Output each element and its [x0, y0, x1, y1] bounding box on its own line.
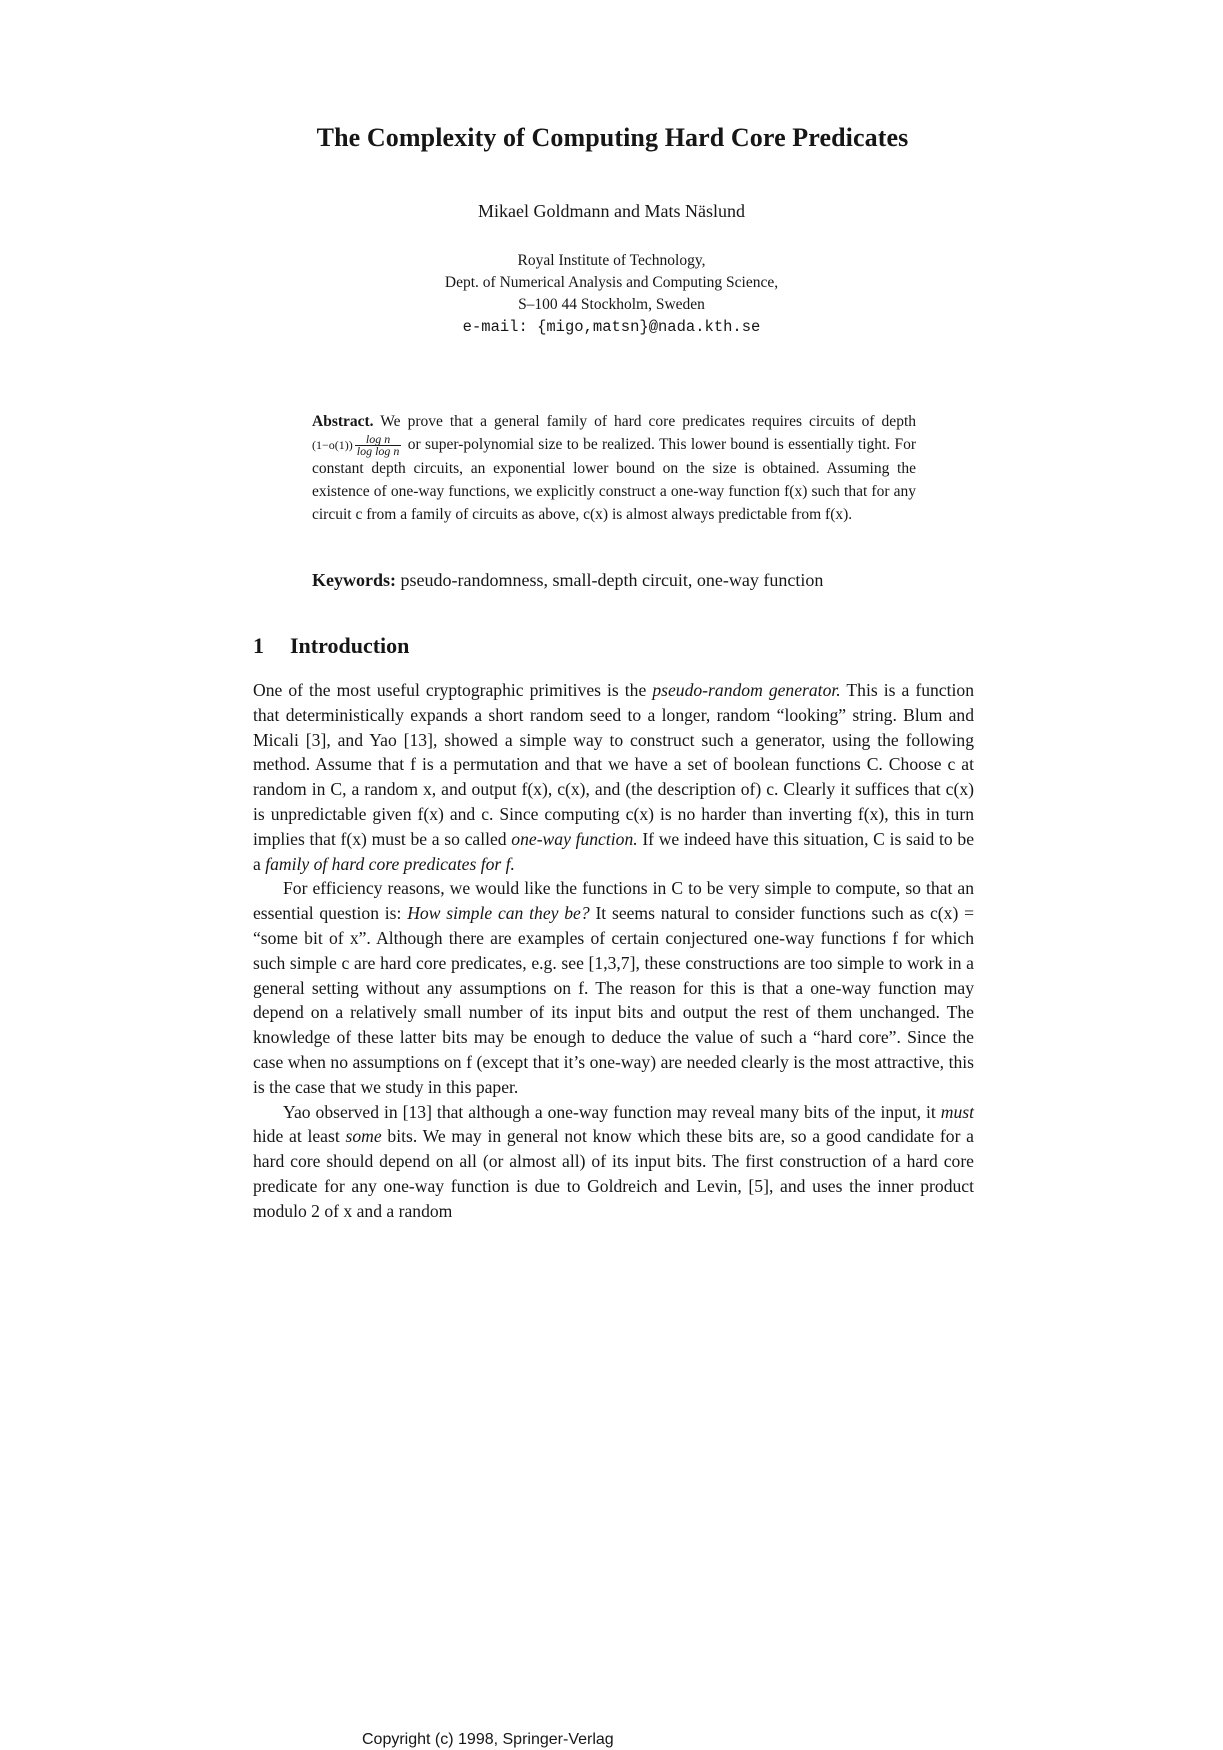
section-title: Introduction: [290, 633, 410, 658]
emphasis: must: [940, 1101, 974, 1122]
keywords-label: Keywords:: [312, 570, 396, 590]
fraction-numerator: log n: [355, 434, 402, 446]
text-run: If we indeed have this situation, C is said to be a: [253, 828, 974, 874]
abstract-text: or super-polynomial size to be realized. This lower bound: [407, 436, 770, 453]
emphasis: some: [345, 1126, 382, 1147]
emphasis: pseudo-random generator.: [652, 680, 841, 700]
paper-authors: Mikael Goldmann and Mats Näslund: [478, 201, 745, 221]
abstract-label: Abstract.: [312, 413, 374, 430]
paper-title: The Complexity of Computing Hard Core Predicates: [316, 123, 909, 152]
paragraph: [253, 876, 974, 1099]
section-heading: [253, 633, 409, 659]
contact-email: e-mail: {migo,matsn}@nada.kth.se: [462, 318, 761, 336]
affiliation: [0, 250, 1223, 316]
text-run: bits. We may in general not know which these bits are, so a good candidate for a hard core should depend on all (or almost all) of its input bits. The first construction of a hard core predicate for any one-way function is due to Goldreich and Levin, [5], and uses the inner product modulo 2 of x and a random: [253, 1126, 974, 1221]
keywords: [312, 570, 952, 591]
text-run: hide at least: [253, 1126, 340, 1147]
depth-factor: (1−o(1)): [312, 438, 353, 452]
text-run: It seems natural to consider functions such as c(x) = “some bit of x”. Although there are examples of certain conjectured one-way functions f for which such simple c are hard core predicates, e.g. see [1,3,7], these constructions are too simple to work in a general setting without any assumptions on f. The reason for this is that a one-way function may depend on a relatively small number of its input bits and output the rest of them unchanged. The knowledge of these latter bits may be enough to deduce the value of such a “hard core”. Since the case when no assumptions on f (except that it’s one-way) are needed clearly is the most attractive, this is the case that we study in this paper.: [253, 903, 975, 1097]
keywords-text: pseudo-randomness, small-depth circuit, one-way function: [400, 570, 824, 590]
fraction-denominator: log log n: [356, 443, 400, 458]
paragraph: [253, 678, 974, 876]
text-run: Yao observed in [13] that although a one-way function may reveal many bits of the input, it: [283, 1101, 936, 1122]
section-number: 1: [253, 633, 264, 658]
text-run: One of the most useful cryptographic primitives is the: [253, 680, 647, 700]
text-run: This is a function that deterministically expands a short random seed to a longer, random “looking” string. Blum and Micali [3], and Yao [13], showed a simple way to construct such a generator, using the following method. Assume that f is a permutation and that we have a set of boolean functions C. Choose c at random in C, a random x, and output f(x), c(x), and (the description of) c. Clearly it suffices that c(x) is unpredictable given f(x) and c. Since computing c(x) is no harder than inverting f(x), this in turn implies that f(x) must be a so called: [253, 680, 974, 849]
abstract: [312, 410, 916, 526]
copyright-footer: Copyright (c) 1998, Springer-Verlag: [362, 1731, 614, 1748]
paragraph: [253, 1100, 974, 1224]
affiliation-line: Royal Institute of Technology,: [517, 252, 706, 269]
depth-fraction: [355, 431, 402, 458]
body-text: [253, 678, 974, 1224]
text-run: For efficiency reasons, we would like the functions in C to be very simple to compute, so that an essential question is:: [253, 878, 974, 924]
abstract-text: of depth: [861, 413, 916, 430]
affiliation-line: S–100 44 Stockholm, Sweden: [518, 296, 705, 313]
emphasis: one-way function.: [511, 828, 638, 849]
emphasis: How simple can they be?: [407, 903, 590, 924]
emphasis: family of hard core predicates for f.: [265, 853, 515, 874]
abstract-text: is essentially tight. For constant depth circuits, an exponential lower bound on the size is obtained. Assuming the existence of one-way functions, we explicitly construct a one-way function f(x) such that for any circuit c from a family of circuits as above, c(x) is almost always predictable from f(x).: [312, 436, 917, 523]
affiliation-line: Dept. of Numerical Analysis and Computing Science,: [444, 274, 779, 291]
abstract-text: We prove that a general family of hard core predicates requires circuits: [380, 413, 855, 430]
